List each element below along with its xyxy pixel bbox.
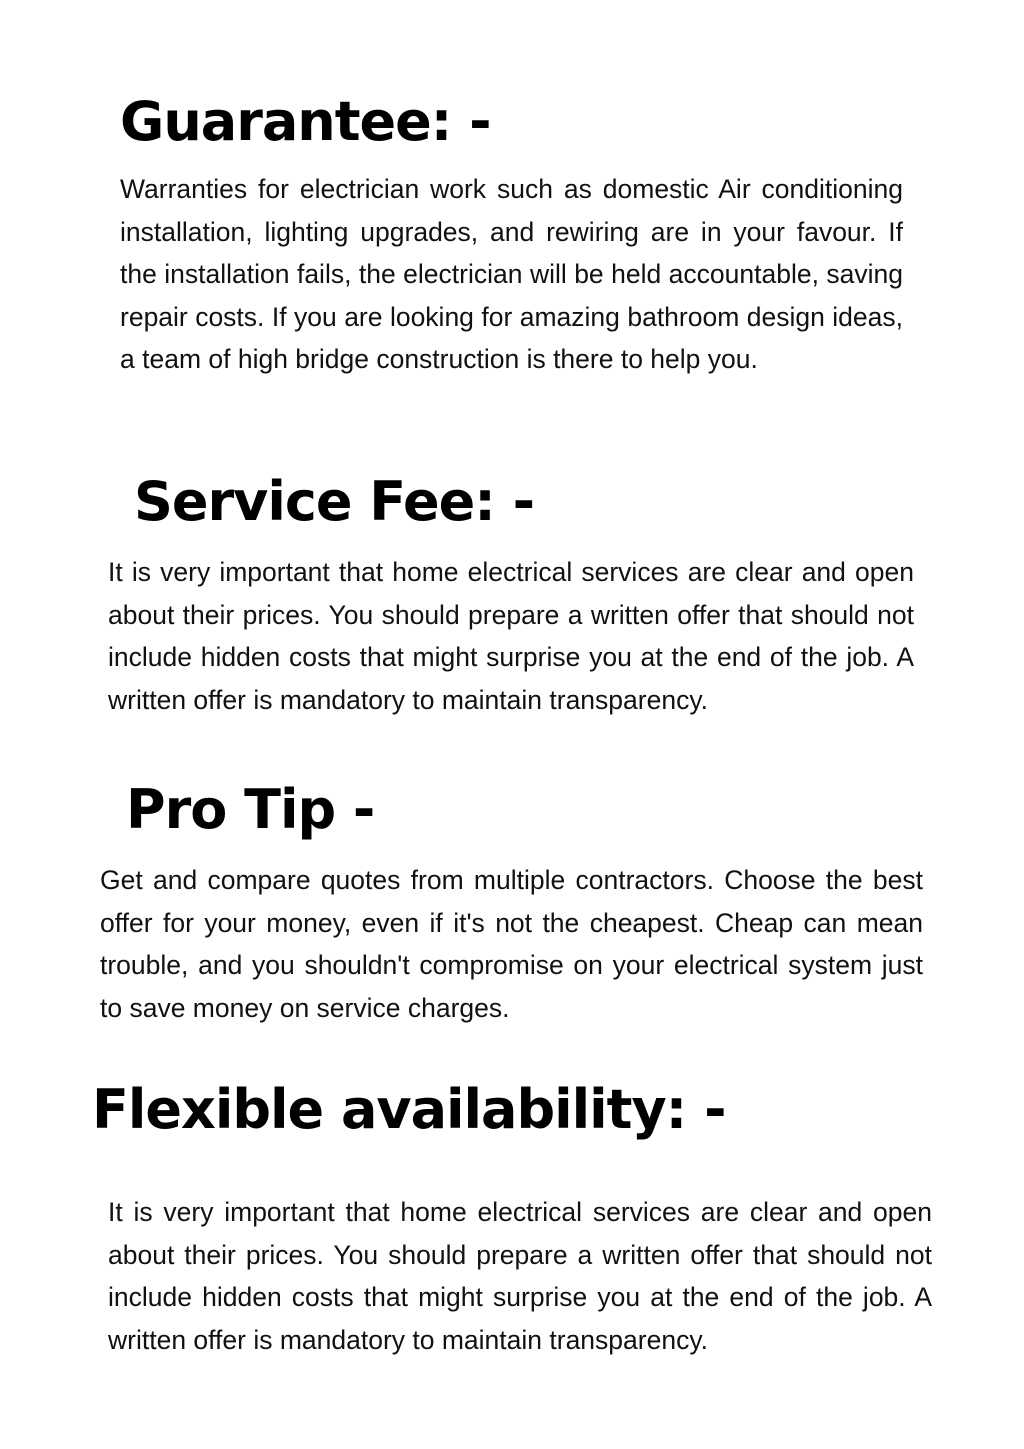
pro-tip-paragraph: Get and compare quotes from multiple contractors. Choose the best offer for your money, even if it's not the cheapest. Cheap can mean trouble, and you shouldn't compromise on your electrical system just to save money on service charges. bbox=[100, 865, 923, 1023]
guarantee-paragraph: Warranties for electrician work such as domestic Air conditioning installation, lighting upgrades, and rewiring are in your favour. If the installation fails, the electrician will be held accountable, saving repair costs. If you are looking for amazing bathroom design ideas, a team of high bridge construction is there to help you. bbox=[120, 174, 903, 375]
service-fee-paragraph: It is very important that home electrical services are clear and open about their prices. You should prepare a written offer that should not include hidden costs that might surprise you at the end of the job. A written offer is mandatory to maintain transparency. bbox=[108, 557, 914, 715]
service-fee-heading: Service Fee: - bbox=[134, 470, 535, 533]
flexible-availability-heading: Flexible availability: - bbox=[92, 1078, 726, 1141]
pro-tip-heading: Pro Tip - bbox=[126, 778, 375, 841]
guarantee-heading: Guarantee: - bbox=[120, 90, 491, 153]
flexible-availability-paragraph: It is very important that home electrical services are clear and open about their prices. You should prepare a written offer that should not include hidden costs that might surprise you at the end of the job. A written offer is mandatory to maintain transparency. bbox=[108, 1197, 932, 1355]
